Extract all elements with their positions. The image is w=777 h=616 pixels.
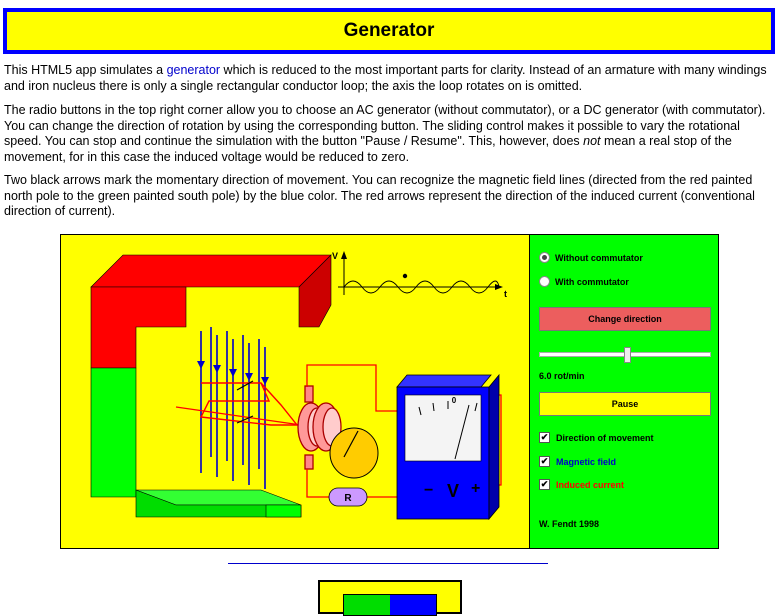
generator-applet — [60, 234, 719, 549]
checkbox-induced-current[interactable] — [539, 479, 624, 490]
checkbox-current-box[interactable]: ✔ — [540, 479, 549, 489]
resistor-label: R — [344, 493, 352, 504]
control-panel — [529, 235, 718, 548]
speed-value: 6.0 rot/min — [539, 371, 585, 381]
nav-blue-button[interactable] — [390, 595, 436, 615]
navigation-box — [318, 580, 462, 614]
north-pole-front — [91, 287, 186, 368]
radio-ac-indicator[interactable] — [539, 252, 550, 263]
wire-bottom — [307, 469, 329, 497]
arrows-paragraph: Two black arrows mark the momentary direction of movement. You can recognize the magnetic field lines (directed from the red painted north pole to the green painted south pole) by the blue color. The red arrows represent the direction of the induced current (conventional direction of current). — [4, 173, 755, 218]
pause-button[interactable]: Pause — [539, 392, 711, 416]
voltmeter-plus: + — [471, 480, 481, 497]
checkbox-direction[interactable] — [539, 432, 654, 443]
checkbox-field-label: Magnetic field — [556, 456, 617, 467]
navigation-buttons — [343, 594, 437, 616]
nav-green-button[interactable] — [344, 595, 390, 615]
voltmeter-scale — [405, 395, 481, 461]
voltmeter-body — [397, 375, 491, 387]
radio-without-commutator[interactable] — [539, 252, 643, 263]
speed-slider[interactable] — [539, 352, 711, 357]
radio-dc-indicator[interactable] — [539, 276, 550, 287]
intro-text-start: This HTML5 app simulates a — [4, 63, 167, 77]
graph-v-label: V — [332, 251, 339, 261]
controls-paragraph — [4, 103, 770, 165]
crank-wheel — [330, 428, 378, 478]
controls-text-end: mean a real stop of the movement, for in this case the induced voltage would be reduced to zero. — [4, 134, 732, 164]
change-direction-button[interactable]: Change direction — [539, 307, 711, 331]
page-title: Generator — [343, 20, 435, 41]
checkbox-direction-box[interactable]: ✔ — [540, 432, 549, 442]
radio-with-commutator[interactable] — [539, 276, 629, 287]
graph-current-point — [403, 274, 407, 278]
speed-slider-thumb[interactable] — [624, 347, 631, 363]
radio-ac-label: Without commutator — [555, 252, 643, 263]
voltage-graph — [332, 251, 507, 299]
voltmeter-zero: 0 — [451, 396, 457, 405]
checkbox-current-label: Induced current — [556, 479, 625, 490]
voltmeter-side — [489, 375, 499, 519]
controls-text-start: The radio buttons in the top right corner allow you to choose an AC generator (without commutator), or a DC generator (with commutator). You can change the direction of rotation by using the corresponding button. The sliding control makes it possible to vary the rotational speed. You can stop and continue the simulation with the button "Pause / Resume". This, however, does — [4, 103, 766, 148]
graph-t-label: t — [504, 289, 507, 299]
radio-dc-label: With commutator — [555, 276, 629, 287]
emphasis-not: not — [583, 134, 601, 148]
checkbox-magnetic-field[interactable] — [539, 456, 616, 467]
south-pole-bar — [266, 505, 301, 517]
graph-v-arrow — [341, 251, 347, 259]
page-header — [3, 8, 775, 54]
magnetic-field-lines — [201, 327, 265, 489]
author-credit: W. Fendt 1998 — [539, 519, 600, 529]
intro-text-end: which is reduced to the most important parts for clarity. Instead of an armature with many windings and iron nucleus there is only a single rectangular conductor loop; the axis the loop rotates on is omitted. — [4, 63, 767, 93]
voltmeter-minus: − — [424, 482, 434, 499]
generator-scene — [61, 235, 529, 548]
north-pole-top — [91, 255, 331, 287]
checkbox-field-box[interactable]: ✔ — [540, 456, 549, 466]
voltmeter-v: V — [446, 481, 460, 501]
generator-link[interactable]: generator — [166, 63, 221, 77]
intro-paragraph — [4, 63, 770, 94]
south-pole-front — [91, 368, 136, 497]
divider-line — [228, 563, 548, 564]
checkbox-direction-label: Direction of movement — [556, 432, 654, 443]
